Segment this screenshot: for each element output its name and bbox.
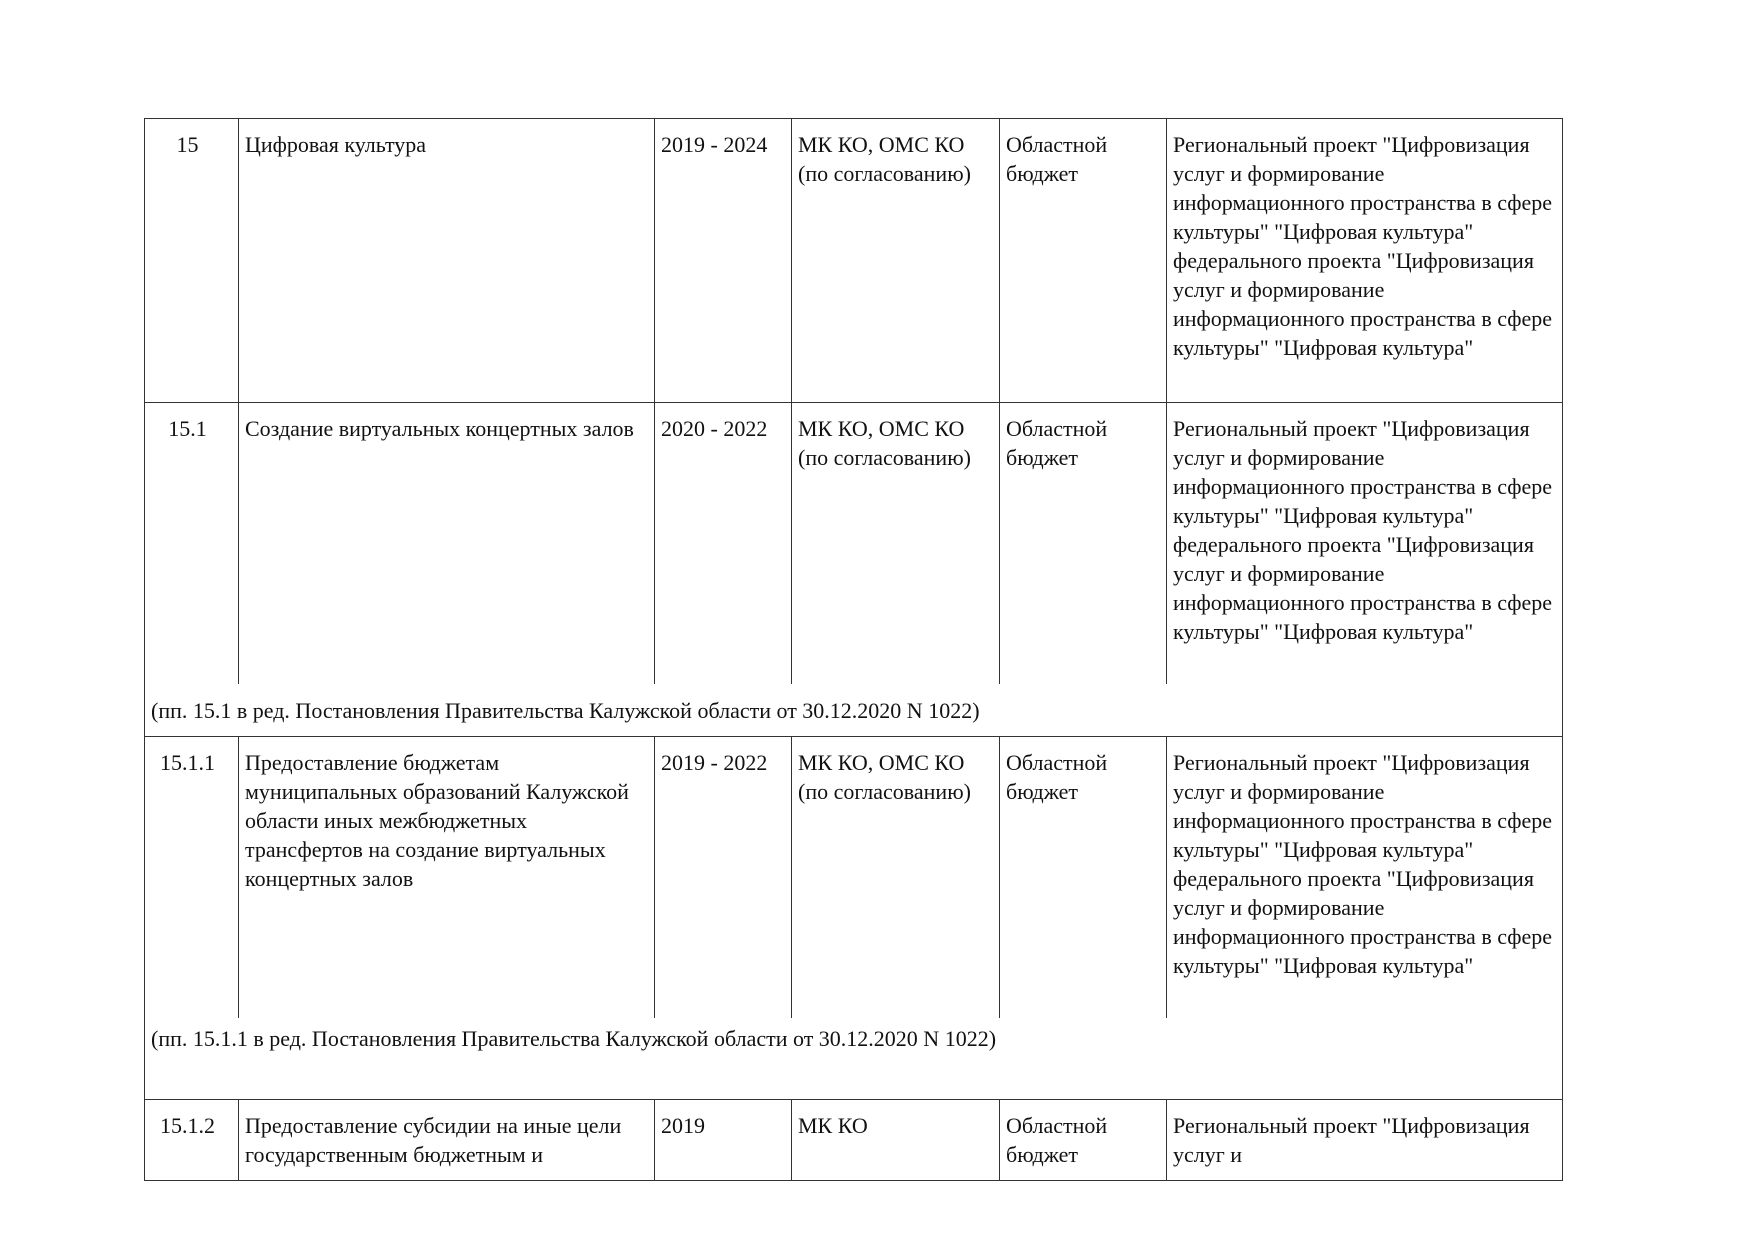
table-note-row bbox=[145, 684, 1563, 737]
funding-source: Областной бюджет bbox=[1006, 132, 1108, 186]
funding-source: Областной бюджет bbox=[1006, 750, 1108, 804]
measure-name: Цифровая культура bbox=[245, 132, 427, 157]
table-note-row bbox=[145, 1018, 1563, 1100]
amendment-note: (пп. 15.1 в ред. Постановления Правительства Калужской области от 30.12.2020 N 1022) bbox=[151, 698, 980, 723]
measure-name: Предоставление бюджетам муниципальных образований Калужской области иных межбюджетных трансфертов на создание виртуальных концертных залов bbox=[245, 750, 629, 891]
row-number: 15.1.1 bbox=[160, 750, 215, 775]
measure-name: Предоставление субсидии на иные цели государственным бюджетным и bbox=[245, 1113, 622, 1167]
row-number: 15.1 bbox=[168, 416, 207, 441]
executor: МК КО bbox=[798, 1113, 868, 1138]
period: 2019 - 2024 bbox=[661, 132, 768, 157]
amendment-note: (пп. 15.1.1 в ред. Постановления Правительства Калужской области от 30.12.2020 N 1022) bbox=[151, 1026, 997, 1051]
table-row bbox=[145, 119, 1563, 403]
period: 2019 bbox=[661, 1113, 705, 1138]
funding-source: Областной бюджет bbox=[1006, 1113, 1108, 1167]
measure-name: Создание виртуальных концертных залов bbox=[245, 416, 634, 441]
executor: МК КО, ОМС КО (по согласованию) bbox=[798, 132, 971, 186]
project: Региональный проект "Цифровизация услуг и формирование информационного пространства в сфере культуры" "Цифровая культура" федерального проекта "Цифровизация услуг и формирование информационного пространства в сфере культуры" "Цифровая культура" bbox=[1173, 132, 1553, 360]
project: Региональный проект "Цифровизация услуг и формирование информационного пространства в сфере культуры" "Цифровая культура" федерального проекта "Цифровизация услуг и формирование информационного пространства в сфере культуры" "Цифровая культура" bbox=[1173, 416, 1553, 644]
executor: МК КО, ОМС КО (по согласованию) bbox=[798, 750, 971, 804]
project: Региональный проект "Цифровизация услуг и формирование информационного пространства в сфере культуры" "Цифровая культура" федерального проекта "Цифровизация услуг и формирование информационного пространства в сфере культуры" "Цифровая культура" bbox=[1173, 750, 1553, 978]
row-number: 15 bbox=[176, 132, 199, 157]
row-number: 15.1.2 bbox=[160, 1113, 215, 1138]
table-row bbox=[145, 1100, 1563, 1181]
project: Региональный проект "Цифровизация услуг и bbox=[1173, 1113, 1530, 1167]
measures-table bbox=[144, 118, 1563, 1181]
table-row bbox=[145, 403, 1563, 685]
executor: МК КО, ОМС КО (по согласованию) bbox=[798, 416, 971, 470]
funding-source: Областной бюджет bbox=[1006, 416, 1108, 470]
table-row bbox=[145, 737, 1563, 1019]
period: 2020 - 2022 bbox=[661, 416, 768, 441]
period: 2019 - 2022 bbox=[661, 750, 768, 775]
